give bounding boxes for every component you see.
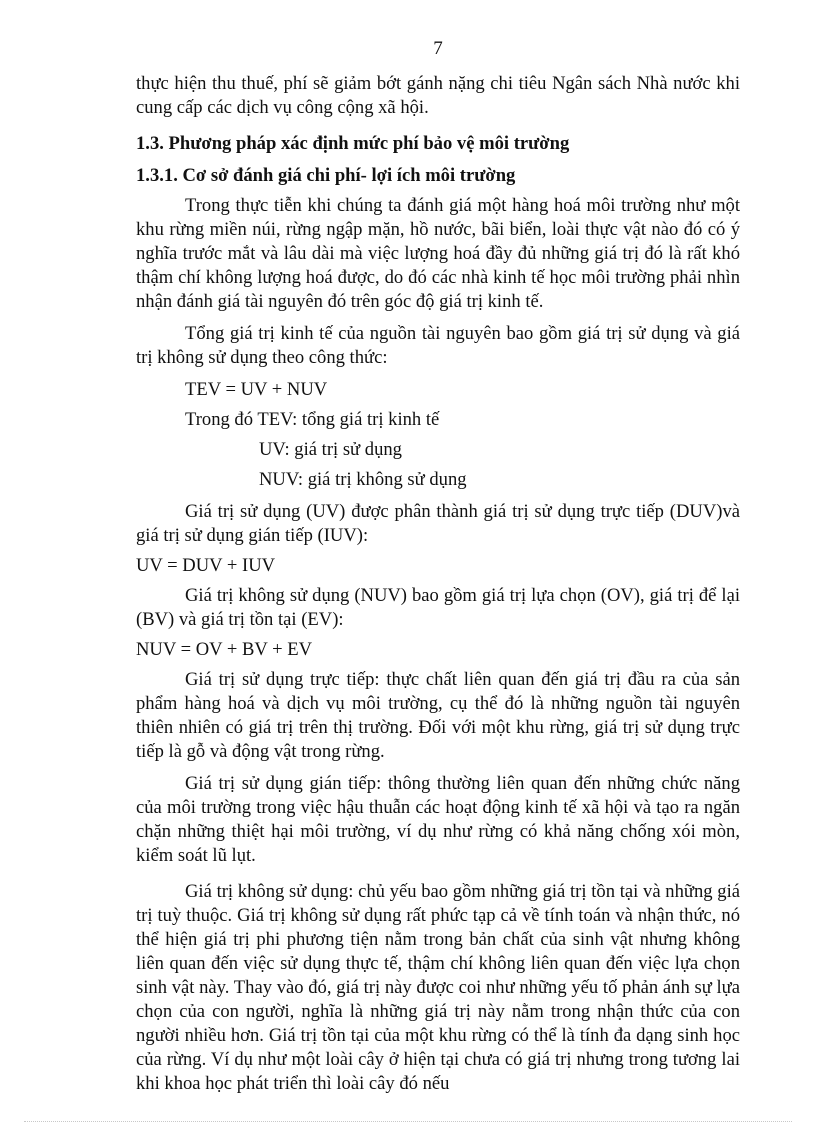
paragraph-direct-use: Giá trị sử dụng trực tiếp: thực chất liên quan đến giá trị đầu ra của sản phẩm hàng hoá và dịch vụ môi trường, cụ thể đó là những nguồn tài nguyên thiên nhiên có giá trị trên thị trường. Đối với một khu rừng, giá trị sử dụng trực tiếp là gỗ và động vật trong rừng. xyxy=(136,669,740,762)
definition-uv: UV: giá trị sử dụng xyxy=(259,439,402,460)
definition-tev: Trong đó TEV: tổng giá trị kinh tế xyxy=(185,409,440,430)
page-bottom-divider xyxy=(24,1121,792,1122)
document-body xyxy=(136,72,740,1096)
paragraph-non-use-value: Giá trị không sử dụng (NUV) bao gồm giá trị lựa chọn (OV), giá trị để lại (BV) và giá trị tồn tại (EV): xyxy=(136,585,740,630)
formula-uv: UV = DUV + IUV xyxy=(136,555,276,576)
page-number: 7 xyxy=(433,38,443,59)
paragraph-total-value: Tổng giá trị kinh tế của nguồn tài nguyên bao gồm giá trị sử dụng và giá trị không sử dụng theo công thức: xyxy=(136,323,740,368)
definition-nuv: NUV: giá trị không sử dụng xyxy=(259,469,467,490)
paragraph-intro: thực hiện thu thuế, phí sẽ giảm bớt gánh nặng chi tiêu Ngân sách Nhà nước khi cung cấp các dịch vụ công cộng xã hội. xyxy=(136,73,740,118)
paragraph-non-use: Giá trị không sử dụng: chủ yếu bao gồm những giá trị tồn tại và những giá trị tuỳ thuộc. Giá trị không sử dụng rất phức tạp cả về tính toán và nhận thức, nó thể hiện giá trị phi phương tiện nằm trong bản chất của sinh vật nhưng không liên quan đến việc sử dụng thực tế, thậm chí không liên quan đến việc lựa chọn sinh vật này. Thay vào đó, giá trị này được coi như những yếu tố phản ánh sự lựa chọn của con người, nghĩa là những giá trị này nằm trong nhận thức của con người nhiều hơn. Giá trị tồn tại của một khu rừng có thể là tính đa dạng sinh học của rừng. Ví dụ như một loài cây ở hiện tại chưa có giá trị nhưng trong tương lai khi khoa học phát triển thì loài cây đó nếu xyxy=(136,881,740,1094)
formula-tev: TEV = UV + NUV xyxy=(185,379,328,400)
paragraph-use-value: Giá trị sử dụng (UV) được phân thành giá trị sử dụng trực tiếp (DUV)và giá trị sử dụng gián tiếp (IUV): xyxy=(136,501,740,546)
paragraph-practice: Trong thực tiễn khi chúng ta đánh giá một hàng hoá môi trường như một khu rừng miền núi, rừng ngập mặn, hồ nước, bãi biển, loài thực vật nào đó có ý nghĩa trước mắt và lâu dài mà việc lượng hoá đầy đủ những giá trị đó là rất khó thậm chí không lượng hoá được, do đó các nhà kinh tế học môi trường phải nhìn nhận đánh giá tài nguyên đó trên góc độ giá trị kinh tế. xyxy=(136,195,740,312)
section-heading-1-3: 1.3. Phương pháp xác định mức phí bảo vệ môi trường xyxy=(136,133,570,154)
formula-nuv: NUV = OV + BV + EV xyxy=(136,639,313,660)
paragraph-indirect-use: Giá trị sử dụng gián tiếp: thông thường liên quan đến những chức năng của môi trường trong việc hậu thuẫn các hoạt động kinh tế xã hội và tạo ra ngăn chặn những thiệt hại môi trường, ví dụ như rừng có khả năng chống xói mòn, kiểm soát lũ lụt. xyxy=(136,773,740,866)
subsection-heading-1-3-1: 1.3.1. Cơ sở đánh giá chi phí- lợi ích môi trường xyxy=(136,165,516,186)
